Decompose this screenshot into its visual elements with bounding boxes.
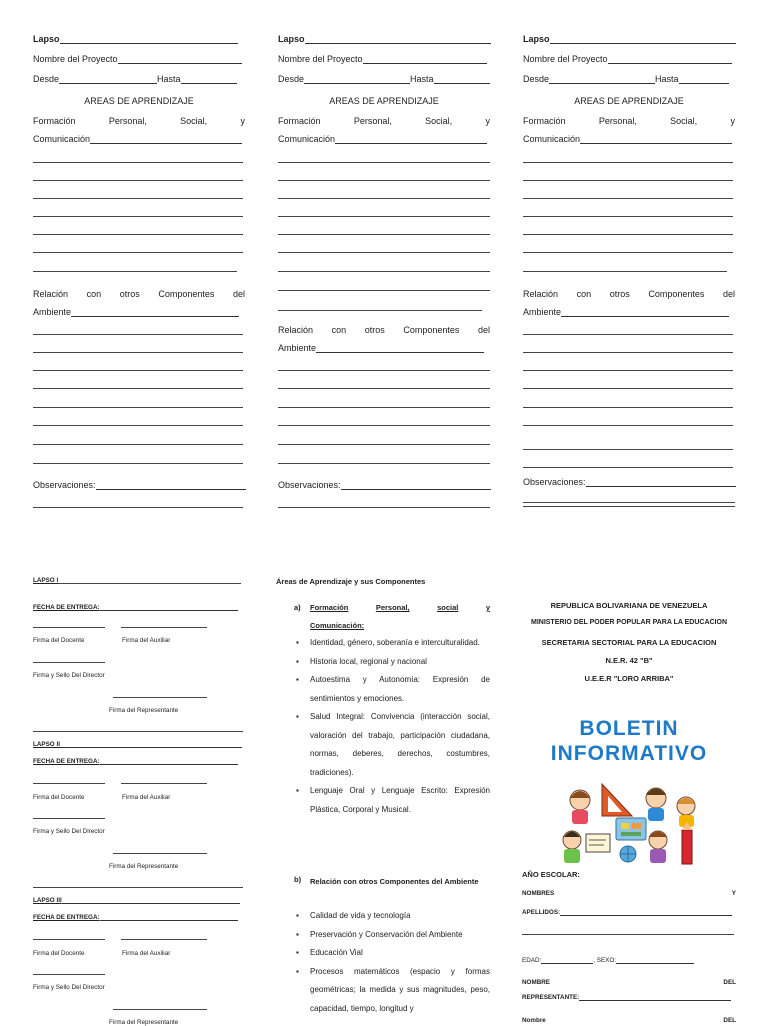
comunicacion-label: Comunicación (523, 134, 581, 144)
write-line[interactable] (278, 216, 490, 217)
desde-label: Desde (278, 74, 305, 84)
formacion-line: Formación Personal, Social, y (523, 116, 735, 126)
list-item: ▪ Educación Vial (294, 944, 490, 963)
formacion-line: Formación Personal, Social, y (33, 116, 245, 126)
section-b-heading: Relación con otros Componentes del Ambiente (310, 877, 479, 886)
lapso-field[interactable] (60, 42, 238, 44)
representante-label: REPRESENTANTE: (522, 994, 580, 1001)
docente-label: Firma del Docente (33, 950, 85, 957)
write-line[interactable] (278, 370, 490, 371)
form-column-2 (278, 0, 490, 520)
write-line[interactable] (523, 506, 735, 507)
write-line[interactable] (278, 425, 490, 426)
fecha-entrega-label: FECHA DE ENTREGA: (33, 604, 100, 611)
areas-heading: AREAS DE APRENDIZAJE (329, 96, 439, 106)
comunicacion-label: Comunicación (278, 134, 336, 144)
desde-field[interactable] (549, 82, 655, 84)
write-line[interactable] (33, 180, 243, 181)
write-line[interactable] (523, 370, 733, 371)
signature-line-docente[interactable] (33, 627, 105, 628)
representante-label: Firma del Representante (109, 707, 179, 714)
signature-line-representante[interactable] (113, 697, 207, 698)
proyecto-label: Nombre del Proyecto (523, 54, 608, 64)
auxiliar-label: Firma del Auxiliar (122, 950, 171, 957)
write-line[interactable] (278, 310, 482, 311)
write-line[interactable] (33, 162, 243, 163)
areas-heading: AREAS DE APRENDIZAJE (84, 96, 194, 106)
signature-line-director[interactable] (33, 662, 105, 663)
nombre-row-2: Nombre DEL (522, 1017, 736, 1024)
write-line[interactable] (33, 352, 243, 353)
form-column-1 (33, 0, 245, 520)
write-line[interactable] (278, 234, 490, 235)
hasta-label: Hasta (157, 74, 181, 84)
proyecto-field[interactable] (608, 62, 732, 64)
sexo-field[interactable] (616, 962, 694, 964)
representante-field[interactable] (579, 999, 731, 1001)
cover-panel: REPUBLICA BOLIVARIANA DE VENEZUELA MINISTERIO DEL PODER POPULAR PARA LA EDUCACION SECRETARIA SECTORIAL PARA LA EDUCACION N.E.R. 42 "B" U.E.E.R "LORO ARRIBA" BOLETIN INFORMATIVO AÑO ESCOLAR: NOMBRES Y APELLIDOS: EDAD: , SEXO: NOMBRE DEL REPRESENTANTE: Nombre DEL (522, 601, 736, 1024)
hasta-field[interactable] (434, 82, 490, 84)
desde-field[interactable] (304, 82, 410, 84)
write-line[interactable] (33, 198, 243, 199)
write-line[interactable] (33, 271, 237, 272)
hasta-label: Hasta (410, 74, 434, 84)
cover-line-3: SECRETARIA SECTORIAL PARA LA EDUCACION (541, 638, 717, 647)
lapso-1-label: LAPSO I (33, 577, 59, 584)
write-line[interactable] (278, 162, 490, 163)
proyecto-field[interactable] (363, 62, 487, 64)
write-line[interactable] (278, 271, 490, 272)
write-line[interactable] (523, 180, 733, 181)
list-item: ▪ Procesos matemáticos (espacio y formas geométricas; la medida y sus magnitudes, peso, capacidad, tiempo, longitud y (294, 963, 490, 1019)
lapso-2-label: LAPSO II (33, 741, 60, 748)
write-line[interactable] (278, 252, 490, 253)
signature-line-director[interactable] (33, 974, 105, 975)
relacion-line: Relación con otros Componentes del (33, 289, 245, 299)
lapso-label: Lapso (278, 34, 305, 44)
auxiliar-label: Firma del Auxiliar (122, 794, 171, 801)
hasta-field[interactable] (679, 82, 729, 84)
write-line[interactable] (33, 407, 243, 408)
section-a-heading: Formación Personal, social y (310, 603, 490, 612)
fecha-entrega-field[interactable] (100, 763, 238, 765)
signatures-panel (33, 570, 245, 1024)
cover-line-5: U.E.E.R "LORO ARRIBA" (584, 674, 674, 683)
anio-escolar-label: AÑO ESCOLAR: (522, 870, 580, 879)
write-line[interactable] (278, 444, 490, 445)
desde-label: Desde (33, 74, 60, 84)
section-a-heading-2: Comunicación: (310, 621, 365, 630)
cover-line-4: N.E.R. 42 "B" (605, 656, 653, 665)
formacion-line: Formación Personal, Social, y (278, 116, 490, 126)
relacion-line: Relación con otros Componentes del (523, 289, 735, 299)
fecha-entrega-label: FECHA DE ENTREGA: (33, 758, 100, 765)
separator-line (33, 887, 243, 888)
observaciones-label: Observaciones: (33, 480, 96, 490)
write-line[interactable] (523, 252, 733, 253)
write-line[interactable] (523, 216, 733, 217)
observaciones-label: Observaciones: (278, 480, 341, 490)
write-line[interactable] (523, 334, 733, 335)
apellidos-field[interactable] (560, 914, 732, 916)
write-line[interactable] (33, 334, 243, 335)
list-item: ▪ Preservación y Conservación del Ambiente (294, 926, 490, 945)
write-line[interactable] (523, 271, 727, 272)
write-line[interactable] (523, 234, 733, 235)
write-line[interactable] (278, 463, 490, 464)
relacion-line: Relación con otros Componentes del (278, 325, 490, 335)
fecha-entrega-label: FECHA DE ENTREGA: (33, 914, 100, 921)
ambiente-label: Ambiente (33, 307, 72, 317)
director-label: Firma y Sello Del Director (33, 672, 105, 679)
proyecto-label: Nombre del Proyecto (33, 54, 118, 64)
areas-title: Áreas de Aprendizaje y sus Componentes (276, 577, 426, 586)
write-line[interactable] (33, 234, 243, 235)
section-a-list (294, 634, 490, 819)
write-line[interactable] (33, 252, 243, 253)
ambiente-label: Ambiente (523, 307, 562, 317)
section-b-letter: b) (294, 875, 302, 884)
list-item: ▪ Autoestima y Autonomía: Expresión de sentimientos y emociones. (294, 671, 490, 708)
write-line[interactable] (33, 507, 243, 508)
write-line[interactable] (523, 388, 733, 389)
write-line[interactable] (522, 934, 734, 935)
signature-line-auxiliar[interactable] (121, 627, 207, 628)
list-item: ▪ Salud Integral: Convivencia (interacción social, valoración del trabajo, participación ciudadana, normas, deberes, derechos, costumbres, tradiciones). (294, 708, 490, 782)
separator-line (33, 731, 243, 732)
list-item: ▪ Lenguaje Oral y Lenguaje Escrito: Expresión Plástica, Corporal y Musical. (294, 782, 490, 819)
cover-line-2: MINISTERIO DEL PODER POPULAR PARA LA EDUCACION (530, 619, 727, 626)
write-line[interactable] (33, 425, 243, 426)
cover-line-1: REPUBLICA BOLIVARIANA DE VENEZUELA (550, 601, 708, 610)
signature-line-auxiliar[interactable] (121, 783, 207, 784)
write-line[interactable] (523, 352, 733, 353)
nombres-row: NOMBRES Y (522, 890, 736, 897)
informativo-title: INFORMATIVO (550, 742, 708, 765)
areas-heading: AREAS DE APRENDIZAJE (574, 96, 684, 106)
lapso-label: Lapso (523, 34, 550, 44)
write-line[interactable] (278, 180, 490, 181)
areas-panel (276, 570, 491, 1024)
write-line[interactable] (33, 463, 243, 464)
write-line[interactable] (523, 467, 733, 468)
docente-label: Firma del Docente (33, 794, 85, 801)
fecha-entrega-field[interactable] (100, 609, 238, 611)
write-line[interactable] (33, 388, 243, 389)
signature-line-director[interactable] (33, 818, 105, 819)
edad-field[interactable] (541, 962, 593, 964)
hasta-field[interactable] (181, 82, 237, 84)
write-line[interactable] (523, 502, 735, 503)
write-line[interactable] (523, 162, 733, 163)
director-label: Firma y Sello Del Director (33, 828, 105, 835)
signature-line-representante[interactable] (113, 853, 207, 854)
write-line[interactable] (33, 216, 243, 217)
proyecto-field[interactable] (118, 62, 242, 64)
signature-line-representante[interactable] (113, 1009, 207, 1010)
write-line[interactable] (278, 507, 490, 508)
ambiente-label: Ambiente (278, 343, 317, 353)
docente-label: Firma del Docente (33, 637, 85, 644)
edad-label: EDAD: (522, 957, 542, 964)
desde-label: Desde (523, 74, 550, 84)
signature-line-auxiliar[interactable] (121, 939, 207, 940)
write-line[interactable] (523, 449, 733, 450)
signature-line-docente[interactable] (33, 783, 105, 784)
write-line[interactable] (33, 444, 243, 445)
write-line[interactable] (278, 407, 490, 408)
section-b-list (294, 907, 490, 1018)
write-line[interactable] (278, 198, 490, 199)
write-line[interactable] (278, 290, 490, 291)
desde-field[interactable] (59, 82, 157, 84)
boletin-title: BOLETIN (579, 717, 679, 740)
sexo-label: SEXO: (596, 957, 616, 964)
write-line[interactable] (33, 370, 243, 371)
list-item: ▪ Identidad, género, soberanía e interculturalidad. (294, 634, 490, 653)
representante-label: Firma del Representante (109, 1019, 179, 1026)
fecha-entrega-field[interactable] (100, 919, 238, 921)
observaciones-label: Observaciones: (523, 477, 586, 487)
auxiliar-label: Firma del Auxiliar (122, 637, 171, 644)
representante-label: Firma del Representante (109, 863, 179, 870)
lapso-label: Lapso (33, 34, 60, 44)
director-label: Firma y Sello Del Director (33, 984, 105, 991)
proyecto-label: Nombre del Proyecto (278, 54, 363, 64)
form-column-3 (523, 0, 735, 520)
nombre-representante-row: NOMBRE DEL (522, 979, 736, 986)
write-line[interactable] (523, 407, 733, 408)
apellidos-label: APELLIDOS: (522, 909, 561, 916)
write-line[interactable] (523, 198, 733, 199)
write-line[interactable] (523, 425, 733, 426)
write-line[interactable] (278, 388, 490, 389)
list-item: ▪ Calidad de vida y tecnología (294, 907, 490, 926)
hasta-label: Hasta (655, 74, 679, 84)
comunicacion-label: Comunicación (33, 134, 91, 144)
lapso-field[interactable] (550, 42, 736, 44)
lapso-field[interactable] (305, 42, 491, 44)
section-a-letter: a) (294, 603, 301, 612)
lapso-3-label: LAPSO III (33, 897, 62, 904)
children-illustration (558, 782, 702, 866)
list-item: ▪ Historia local, regional y nacional (294, 653, 490, 672)
signature-line-docente[interactable] (33, 939, 105, 940)
